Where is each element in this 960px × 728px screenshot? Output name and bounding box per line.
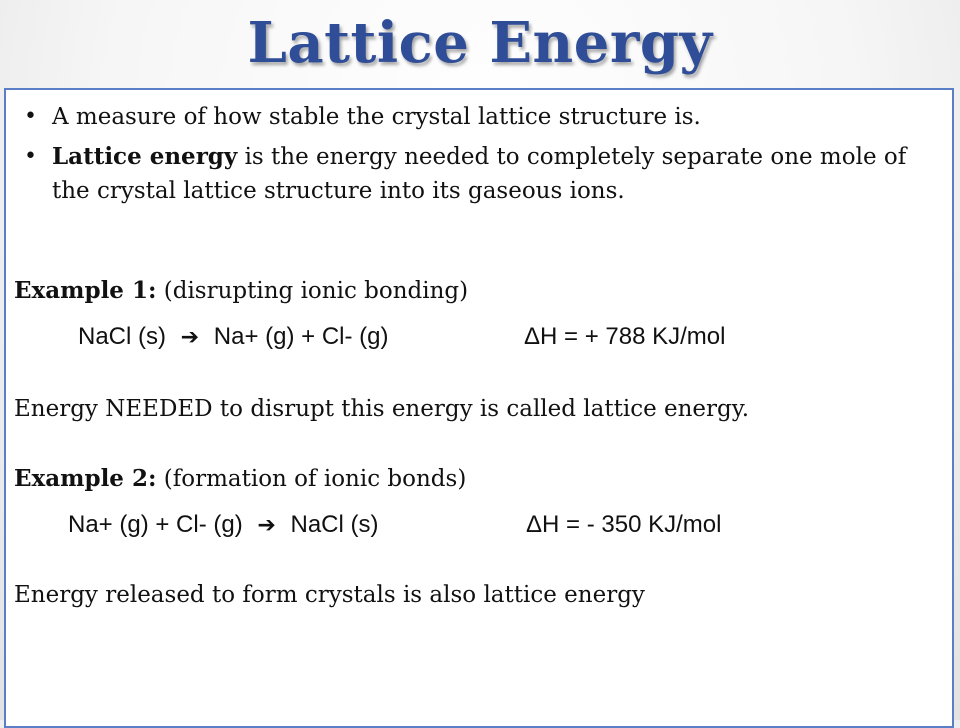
example1-equation xyxy=(78,320,388,354)
example2-enthalpy: ΔH = - 350 KJ/mol xyxy=(526,511,722,538)
example1-heading xyxy=(14,274,468,308)
reaction-arrow-icon: ➔ xyxy=(180,324,200,349)
example2-heading xyxy=(14,462,466,496)
note1: Energy NEEDED to disrupt this energy is called lattice energy. xyxy=(14,396,750,422)
example1-reactants: NaCl (s) xyxy=(78,323,166,350)
bullet-text: is the energy needed to completely separate one mole of the crystal lattice structure into its gaseous ions. xyxy=(52,144,907,204)
note2: Energy released to form crystals is also lattice energy xyxy=(14,582,645,608)
example2-equation xyxy=(68,508,378,542)
bullet-item-definition xyxy=(20,140,950,208)
slide-title: Lattice Energy xyxy=(247,10,713,76)
content-box xyxy=(4,88,954,728)
example2-reactants: Na+ (g) + Cl- (g) xyxy=(68,511,243,538)
example2-description: (formation of ionic bonds) xyxy=(156,466,467,492)
example1-label: Example 1: xyxy=(14,277,157,304)
example2-label: Example 2: xyxy=(14,465,157,492)
bullet-text: A measure of how stable the crystal lattice structure is. xyxy=(52,104,701,130)
bullet-term: Lattice energy xyxy=(52,143,238,170)
bullet-dot-icon: • xyxy=(24,104,37,129)
bullet-item-stability xyxy=(20,100,950,134)
bullet-list xyxy=(20,100,950,214)
bullet-dot-icon: • xyxy=(24,144,37,169)
example2-products: NaCl (s) xyxy=(290,511,379,538)
example1-products: Na+ (g) + Cl- (g) xyxy=(213,323,389,350)
example1-enthalpy: ΔH = + 788 KJ/mol xyxy=(524,323,726,350)
reaction-arrow-icon: ➔ xyxy=(257,512,276,537)
example1-description: (disrupting ionic bonding) xyxy=(156,278,469,304)
